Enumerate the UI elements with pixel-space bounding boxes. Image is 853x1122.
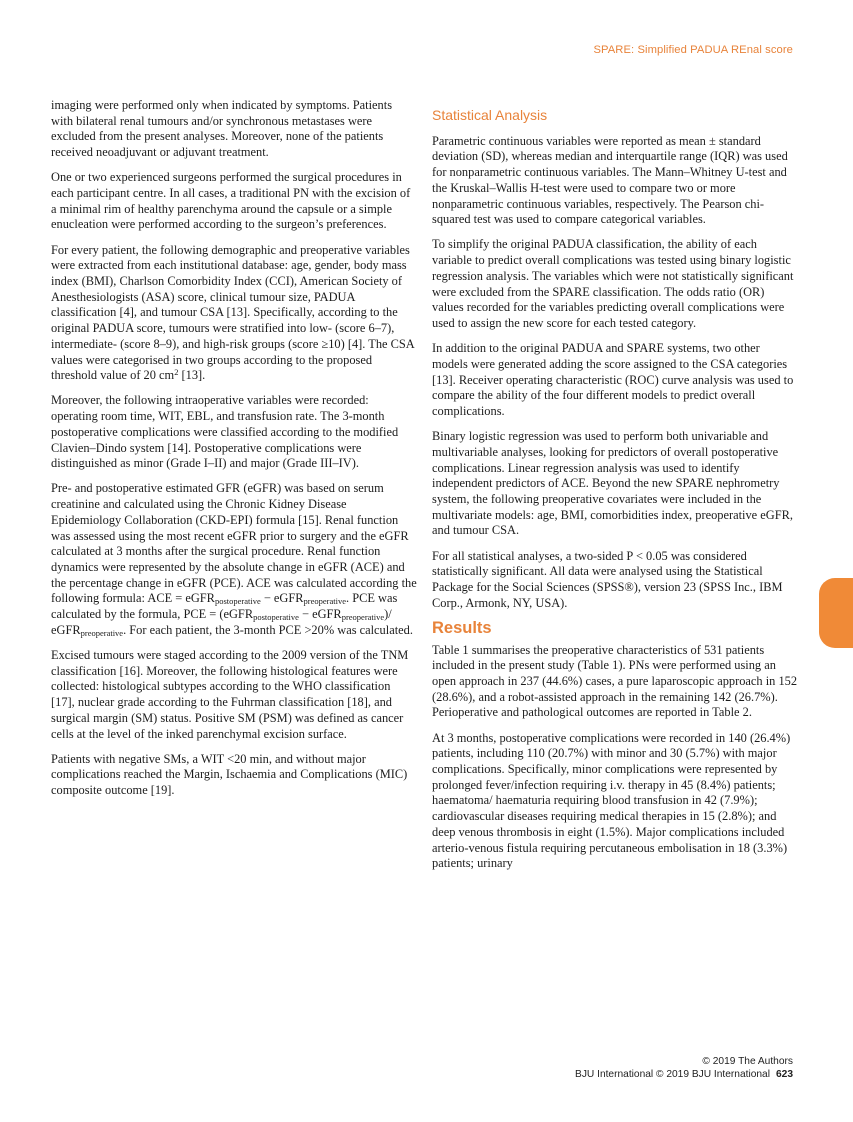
running-title: SPARE: Simplified PADUA REnal score	[593, 44, 793, 56]
paragraph: Excised tumours were staged according to the 2009 version of the TNM classification [16]. Moreover, the following histological features were collected: histological subtypes according to the WHO classification [17], nuclear grade according to the Fuhrman classification [18], and surgical margin (SM) status. Positive SM (PSM) was defined as cancer cells at the level of the inked parenchymal excision surface.	[51, 648, 409, 741]
section-heading-results: Results	[432, 618, 492, 637]
page-footer	[575, 1055, 793, 1081]
paragraph-text: [13].	[178, 368, 206, 383]
paragraph-text: Pre- and postoperative estimated GFR (eGFR) was based on serum creatinine and calculated using the Chronic Kidney Disease Epidemiology Collaboration (CKD-EPI) formula [15]. Renal function was assessed using the most recent eGFR prior to surgery and the eGFR calculated at 3 months after the surgical procedure. Renal function dynamics were represented by the absolute change in eGFR (ACE) and the percentage change in eGFR (PCE). ACE was calculated according the following formula:	[51, 481, 417, 606]
paragraph: imaging were performed only when indicated by symptoms. Patients with bilateral renal tumours and/or synchronous metastases were excluded from the present analyses. Moreover, none of the patients received neoadjuvant or adjuvant treatment.	[51, 98, 393, 160]
formula-text: ACE = eGFR	[147, 591, 215, 606]
paragraph-formula	[51, 481, 417, 638]
paragraph: One or two experienced surgeons performed the surgical procedures in each participant centre. In all cases, a traditional PN with the excision of a minimal rim of healthy parenchyma around the capsule or a simple enucleation were performed according to the surgeon’s preferences.	[51, 170, 411, 232]
page-number: 623	[776, 1069, 793, 1080]
formula-text: . PCE was calculated by the formula, PCE = (eGFR	[51, 591, 398, 622]
paragraph: Parametric continuous variables were reported as mean ± standard deviation (SD), whereas median and interquartile range (IQR) was used for nonparametric continuous variables. The Mann–Whitney U-test and the Kruskal–Wallis H-test were used to compare two or more nonparametric continuous variables, respectively. The Pearson chi-squared test was used to compare categorical variables.	[432, 133, 788, 227]
footer-copyright: © 2019 The Authors	[702, 1056, 793, 1067]
paragraph-text: For every patient, the following demographic and preoperative variables were extracted from each institutional database: age, gender, body mass index (BMI), Charlson Comorbidity Index (CCI), American Society of Anesthesiologists (ASA) score, clinical tumour size, PADUA classification [4], and tumour CSA [13]. Specifically, according to the original PADUA score, tumours were stratified into low- (score 6–7), intermediate- (score 8–9), and high-risk groups (score ≥10) [4]. The CSA values were categorised in two groups according to the proposed threshold value of 20 cm	[51, 242, 415, 383]
paragraph: Binary logistic regression was used to perform both univariable and multivariable analyses, looking for predictors of overall postoperative complications. Linear regression analysis was used to identify independent predictors of ACE. Beyond the new SPARE nephrometry system, the following preoperative covariates were included in the multivariate models: age, BMI, comorbidities index, preoperative eGFR, and tumour CSA.	[432, 429, 793, 538]
paragraph: Table 1 summarises the preoperative characteristics of 531 patients included in the present study (Table 1). PNs were performed using an open approach in 237 (44.6%) cases, a pure laparoscopic approach in 152 (28.6%), and a robot-assisted approach in the remaining 142 (26.7%). Perioperative and pathological outcomes are reported in Table 2.	[432, 642, 798, 720]
subscript: preoperative	[303, 596, 347, 607]
subscript: postoperative	[214, 596, 261, 607]
subscript: preoperative	[80, 627, 124, 638]
paragraph	[51, 243, 417, 384]
formula-text: )/ eGFR	[51, 607, 392, 637]
formula-text: − eGFR	[260, 591, 304, 606]
paragraph: At 3 months, postoperative complications were recorded in 140 (26.4%) patients, including 110 (20.7%) with minor and 30 (5.7%) with major complications. Specifically, minor complications were represented by prolonged fever/infection requiring i.v. therapy in 45 (8.4%) patients; haematoma/ haematuria requiring blood transfusion in 42 (7.9%); cardiovascular diseases requiring medical therapies in 15 (2.8%); and deep venous thrombosis in eight (1.5%). Major complications included arterio-venous fistula requiring percutaneous embolisation in 18 (3.3%) patients; urinary	[432, 730, 791, 871]
left-column	[51, 98, 417, 808]
right-column	[432, 98, 798, 881]
section-heading-statistical-analysis: Statistical Analysis	[432, 107, 548, 123]
footer-journal-line	[575, 1068, 793, 1081]
formula-text: − eGFR	[298, 607, 342, 622]
paragraph: For all statistical analyses, a two-sided P < 0.05 was considered statistically significant. All data were analysed using the Statistical Package for the Social Sciences (SPSS®), version 23 (SPSS Inc., IBM Corp., Armonk, NY, USA).	[432, 548, 783, 610]
paragraph: Moreover, the following intraoperative variables were recorded: operating room time, WIT, EBL, and transfusion rate. The 3-month postoperative complications were classified according to the modified Clavien–Dindo system [14]. Postoperative complications were distinguished as minor (Grade I–II) and major (Grade III–IV).	[51, 393, 399, 471]
subscript: postoperative	[253, 612, 299, 623]
superscript: 2	[174, 367, 179, 378]
paragraph: Patients with negative SMs, a WIT <20 min, and without major complications reached the Margin, Ischaemia and Complications (MIC) composite outcome [19].	[51, 751, 408, 798]
paragraph: To simplify the original PADUA classification, the ability of each variable to predict overall complications was tested using binary logistic regression analysis. The variables which were not statistically significant were excluded from the SPARE classification. The odds ratio (OR) values recorded for the variables predicting overall complications were used to assign the new score for each tested category.	[432, 237, 794, 330]
footer-journal: BJU International © 2019 BJU International	[575, 1069, 770, 1080]
subscript: preoperative	[341, 612, 385, 623]
section-tab-marker	[819, 578, 853, 648]
formula-text: . For each patient, the 3-month PCE >20% was calculated.	[123, 622, 413, 637]
paragraph: In addition to the original PADUA and SPARE systems, two other models were generated adding the score assigned to the CSA categories [13]. Receiver operating characteristic (ROC) curve analysis was used to compare the ability of the four different models to predict overall complications.	[432, 341, 794, 418]
